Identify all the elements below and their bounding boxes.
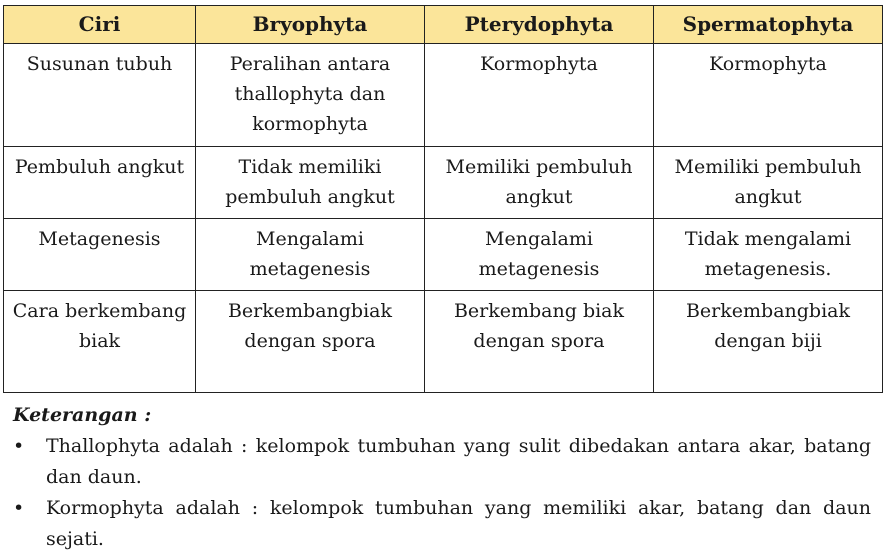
table-cell: Berkembang biak dengan spora	[425, 291, 654, 393]
header-spermatophyta: Spermatophyta	[654, 6, 883, 44]
table-cell: Memiliki pembuluh angkut	[425, 147, 654, 219]
header-bryophyta: Bryophyta	[196, 6, 425, 44]
table-cell: Kormophyta	[425, 44, 654, 147]
table-cell: Berkembangbiak dengan biji	[654, 291, 883, 393]
table-cell: Memiliki pembuluh angkut	[654, 147, 883, 219]
header-ciri: Ciri	[4, 6, 196, 44]
table-cell: Tidak mengalami metagenesis.	[654, 219, 883, 291]
comparison-table-container	[3, 5, 883, 393]
comparison-table	[3, 5, 883, 393]
table-cell: Pembuluh angkut	[4, 147, 196, 219]
table-header-row	[4, 6, 883, 44]
note-text-thallophyta: Thallophyta adalah : kelompok tumbuhan yang sulit dibedakan antara akar, batang dan daun.	[46, 435, 871, 488]
notes-section	[13, 400, 871, 555]
table-cell: Cara berkembang biak	[4, 291, 196, 393]
note-text-kormophyta: Kormophyta adalah : kelompok tumbuhan yang memiliki akar, batang dan daun sejati.	[46, 497, 871, 550]
table-cell: Mengalami metagenesis	[196, 219, 425, 291]
table-row	[4, 291, 883, 393]
table-cell: Metagenesis	[4, 219, 196, 291]
table-row	[4, 44, 883, 147]
list-item	[13, 493, 871, 555]
list-item	[13, 431, 871, 493]
bullet-icon: •	[13, 435, 25, 457]
table-cell: Susunan tubuh	[4, 44, 196, 147]
header-pterydophyta: Pterydophyta	[425, 6, 654, 44]
table-cell: Tidak memiliki pembuluh angkut	[196, 147, 425, 219]
table-cell: Peralihan antara thallophyta dan kormophyta	[196, 44, 425, 147]
table-row	[4, 219, 883, 291]
bullet-icon: •	[13, 497, 25, 519]
notes-title: Keterangan :	[13, 404, 152, 426]
table-cell: Kormophyta	[654, 44, 883, 147]
table-cell: Berkembangbiak dengan spora	[196, 291, 425, 393]
table-row	[4, 147, 883, 219]
table-cell: Mengalami metagenesis	[425, 219, 654, 291]
